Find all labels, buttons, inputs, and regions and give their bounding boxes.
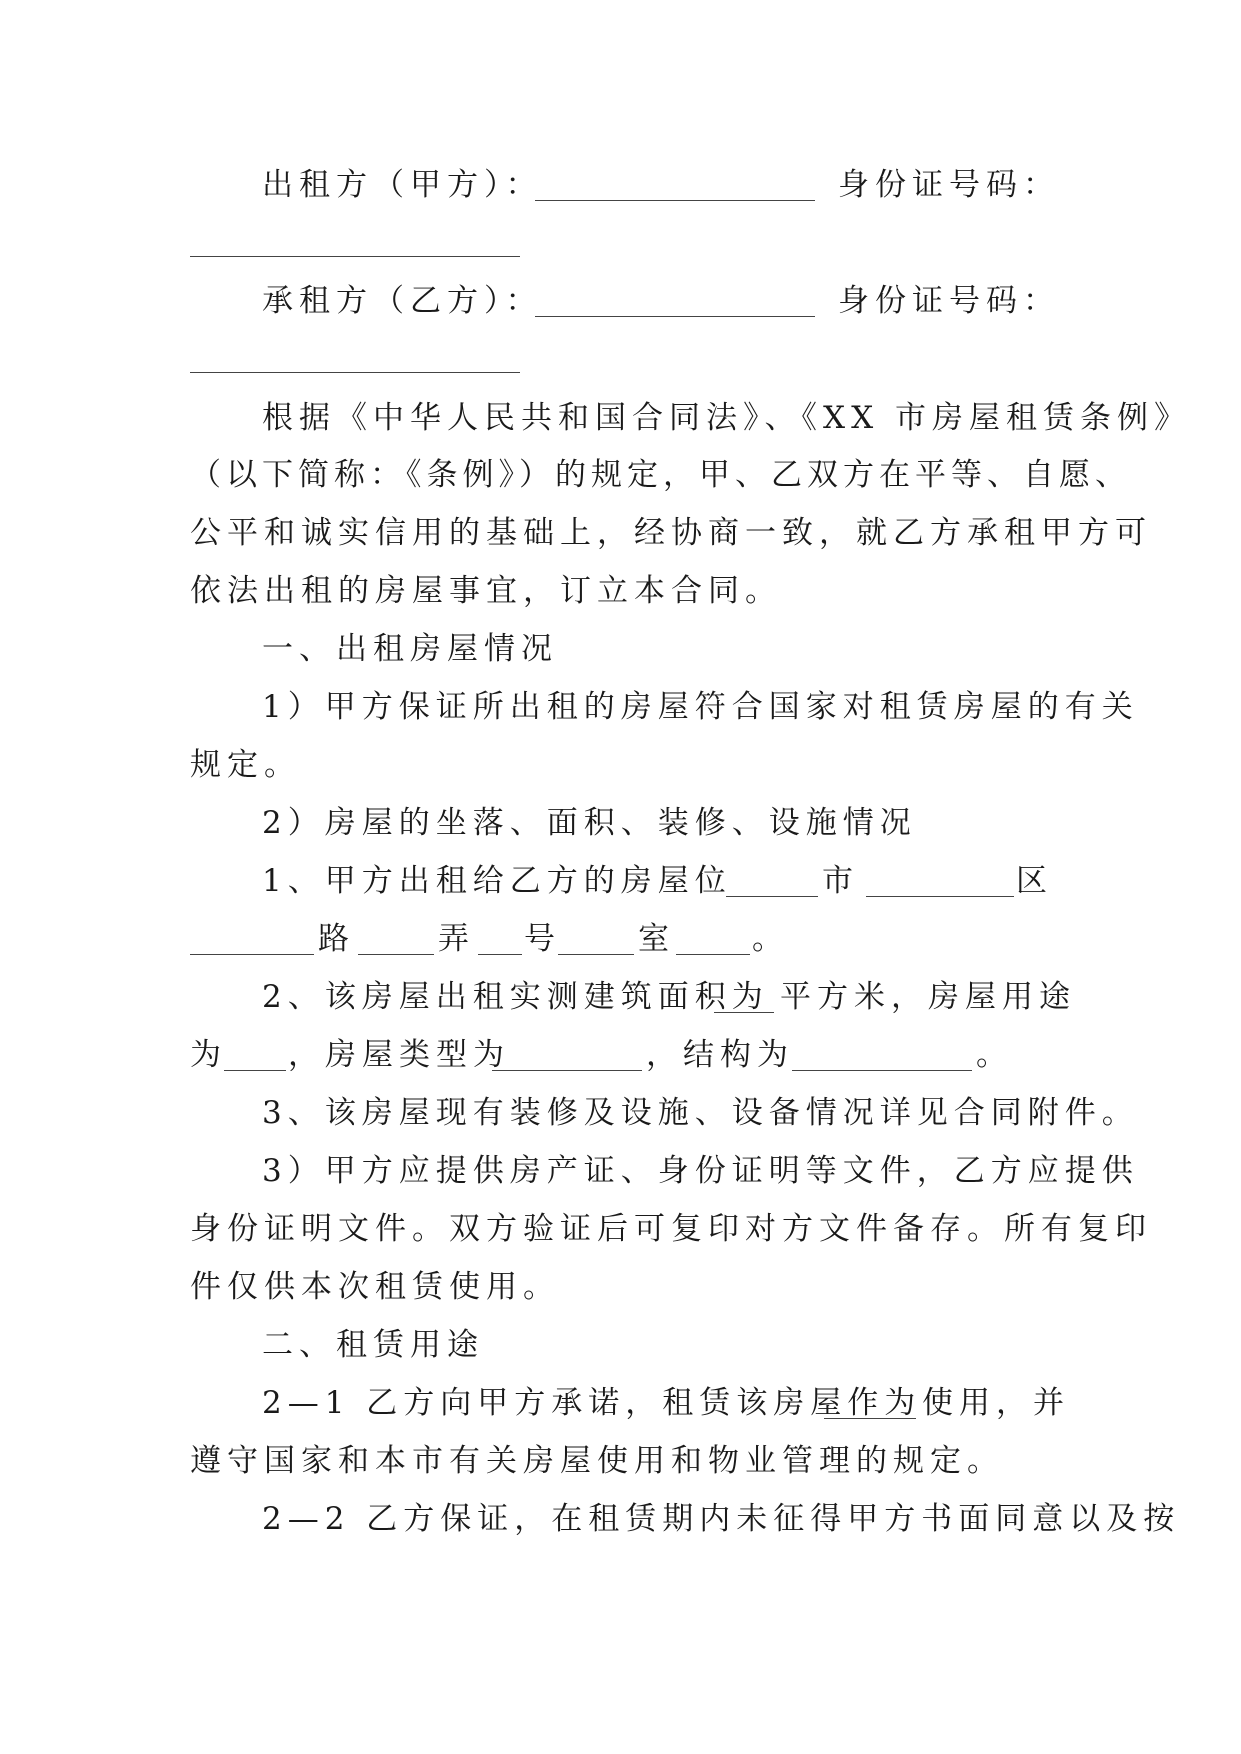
location-district: 区 (1016, 863, 1053, 899)
usage-purpose-blank[interactable] (824, 1418, 916, 1419)
city-blank[interactable] (726, 896, 818, 897)
location-lane: 弄 (438, 921, 475, 957)
location-end: 。 (752, 921, 789, 957)
district-blank[interactable] (866, 896, 1014, 897)
location-text-a: 1、甲方出租给乙方的房屋位 (262, 863, 732, 899)
area-blank[interactable] (714, 1012, 774, 1013)
preamble-line-4: 依法出租的房屋事宜，订立本合同。 (190, 573, 782, 609)
lessor-name-blank[interactable] (535, 200, 815, 201)
preamble-line-1: 根据《中华人民共和国合同法》、《XX 市房屋租赁条例》 (262, 400, 1191, 436)
lessee-name-blank[interactable] (535, 316, 815, 317)
clause-2-1-text-b: 使用，并 (922, 1385, 1070, 1421)
type-label: ，房屋类型为 (288, 1037, 510, 1073)
road-blank[interactable] (190, 954, 314, 955)
area-text-b: 平方米，房屋用途 (780, 979, 1076, 1015)
section1-docs-line2: 身份证明文件。双方验证后可复印对方文件备存。所有复印 (190, 1211, 1152, 1247)
section1-item2: 2）房屋的坐落、面积、装修、设施情况 (262, 805, 917, 841)
location-number: 号 (524, 921, 561, 957)
clause-2-1-line2: 遵守国家和本市有关房屋使用和物业管理的规定。 (190, 1443, 1004, 1479)
location-city: 市 (822, 863, 859, 899)
room-blank[interactable] (676, 954, 750, 955)
location-room: 室 (638, 921, 675, 957)
section1-docs-line1: 3）甲方应提供房产证、身份证明等文件，乙方应提供 (262, 1153, 1139, 1189)
area-end: 。 (976, 1037, 1013, 1073)
preamble-line-2: （以下简称：《条例》）的规定，甲、乙双方在平等、自愿、 (190, 457, 1131, 493)
usage-label: 为 (190, 1037, 227, 1073)
area-text-a: 2、该房屋出租实测建筑面积为 (262, 979, 769, 1015)
lessor-id-blank[interactable] (190, 256, 520, 257)
section1-item1-line1: 1）甲方保证所出租的房屋符合国家对租赁房屋的有关 (262, 689, 1139, 725)
section2-heading: 二、租赁用途 (262, 1327, 484, 1363)
section1-item1-line2: 规定。 (190, 747, 301, 783)
structure-blank[interactable] (792, 1070, 972, 1071)
lessor-label: 出租方（甲方）： (262, 167, 543, 203)
preamble-line-3: 公平和诚实信用的基础上，经协商一致，就乙方承租甲方可 (190, 515, 1152, 551)
room-number-blank[interactable] (558, 954, 634, 955)
type-blank[interactable] (492, 1070, 642, 1071)
usage-blank[interactable] (224, 1070, 286, 1071)
structure-label: ，结构为 (646, 1037, 794, 1073)
section1-docs-line3: 件仅供本次租赁使用。 (190, 1269, 560, 1305)
lane-blank[interactable] (358, 954, 434, 955)
clause-2-1-text-a: 2—1 乙方向甲方承诺，租赁该房屋作为 (262, 1385, 922, 1421)
lessor-id-label: 身份证号码： (838, 167, 1060, 203)
section1-item3-line: 3、该房屋现有装修及设施、设备情况详见合同附件。 (262, 1095, 1139, 1131)
lessee-id-label: 身份证号码： (838, 283, 1060, 319)
lessee-label: 承租方（乙方）： (262, 283, 543, 319)
clause-2-2: 2—2 乙方保证，在租赁期内未征得甲方书面同意以及按 (262, 1501, 1181, 1537)
section1-heading: 一、出租房屋情况 (262, 631, 558, 667)
number-blank[interactable] (478, 954, 522, 955)
location-road: 路 (318, 921, 355, 957)
lessee-id-blank[interactable] (190, 372, 520, 373)
